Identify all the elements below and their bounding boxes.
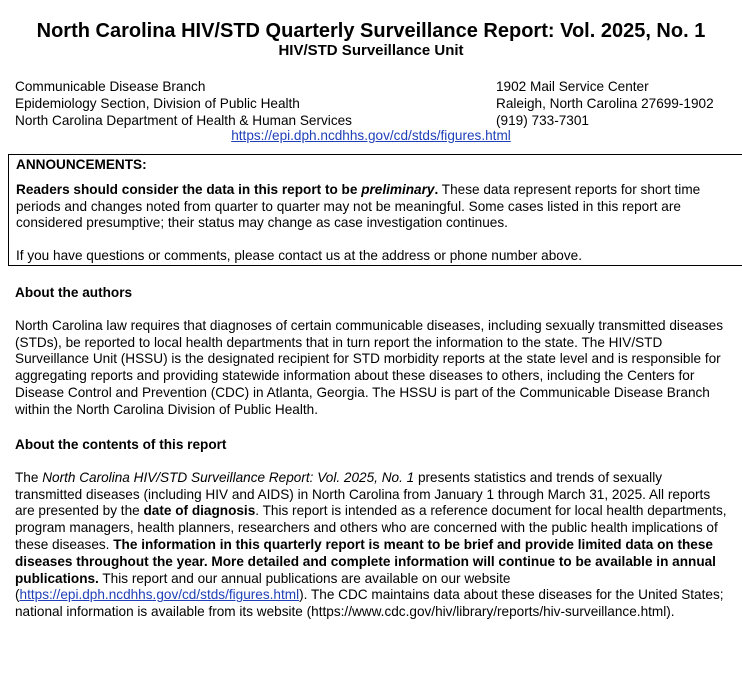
contents-text: This report and our annual publications are available on our website ( xyxy=(15,570,511,603)
phone-number: (919) 733-7301 xyxy=(496,112,589,128)
mail-center: 1902 Mail Service Center xyxy=(496,79,649,94)
announcements-box xyxy=(8,154,742,266)
report-title: North Carolina HIV/STD Quarterly Surveillance Report: Vol. 2025, No. 1 xyxy=(36,20,706,42)
notice-end: . xyxy=(434,181,439,197)
address-line: Communicable Disease Branch xyxy=(15,79,206,94)
address-right xyxy=(496,79,714,129)
about-contents-section xyxy=(15,437,727,621)
address-left xyxy=(15,79,352,129)
announcements-paragraph xyxy=(16,182,730,232)
contents-text: The xyxy=(15,469,43,485)
website-link[interactable]: https://epi.dph.ncdhhs.gov/cd/stds/figures.html xyxy=(231,128,511,143)
contact-note: If you have questions or comments, please contact us at the address or phone number above. xyxy=(16,248,582,264)
report-subtitle: HIV/STD Surveillance Unit xyxy=(278,42,464,59)
about-authors-body: North Carolina law requires that diagnoses of certain communicable diseases, including sexually transmitted diseases (STDs), be reported to local health departments that in turn report the information to the state. The HIV/STD Surveillance Unit (HSSU) is the designated recipient for STD morbidity reports at the state level and is responsible for aggregating reports and providing statewide information about these diseases to others, including the Centers for Disease Control and Prevention (CDC) in Atlanta, Georgia. The HSSU is part of the Communicable Disease Branch within the North Carolina Division of Public Health. xyxy=(15,317,723,417)
contents-report-title: North Carolina HIV/STD Surveillance Report: Vol. 2025, No. 1 xyxy=(42,469,415,485)
contents-text: presents statistics and trends of sexually transmitted diseases (including HIV and AIDS) in North Carolina from January 1 through March 31, 2025. All reports are presented by the xyxy=(15,469,711,519)
about-authors-section xyxy=(15,285,727,419)
website-link-container xyxy=(0,128,742,145)
notice-lead: Readers should consider the data in this report to be xyxy=(16,181,362,197)
contents-website-link[interactable]: https://epi.dph.ncdhhs.gov/cd/stds/figures.html xyxy=(19,587,300,603)
contents-bold-note: The information in this quarterly report is meant to be brief and provide limited data on these diseases throughout the year. More detailed and complete information will continue to be available in annual publications. xyxy=(15,536,716,586)
city-state-zip: Raleigh, North Carolina 27699-1902 xyxy=(496,95,714,111)
preliminary-notice xyxy=(16,182,438,197)
contents-text: . This report is intended as a reference document for local health departments, program managers, health planners, researchers and others who are concerned with the public health implications of these diseases. xyxy=(15,503,727,552)
address-line: Epidemiology Section, Division of Public Health xyxy=(15,95,300,111)
about-contents-body xyxy=(15,470,727,621)
announcements-body: These data represent reports for short time periods and changes noted from quarter to quarter may not be meaningful. Some cases listed in this report are considered presumptive; their status may change as case investigation continues. xyxy=(16,181,701,231)
date-of-diagnosis: date of diagnosis xyxy=(143,503,256,519)
announcements-heading: ANNOUNCEMENTS: xyxy=(16,157,147,172)
notice-emphasis: preliminary xyxy=(361,181,435,197)
address-line: North Carolina Department of Health & Human Services xyxy=(15,112,352,128)
about-contents-heading: About the contents of this report xyxy=(15,437,227,452)
about-authors-heading: About the authors xyxy=(15,285,133,300)
contents-text: ). The CDC maintains data about these diseases for the United States; national information is available from its website (https://www.cdc.gov/hiv/library/reports/hiv-surveillance.html). xyxy=(15,587,724,620)
